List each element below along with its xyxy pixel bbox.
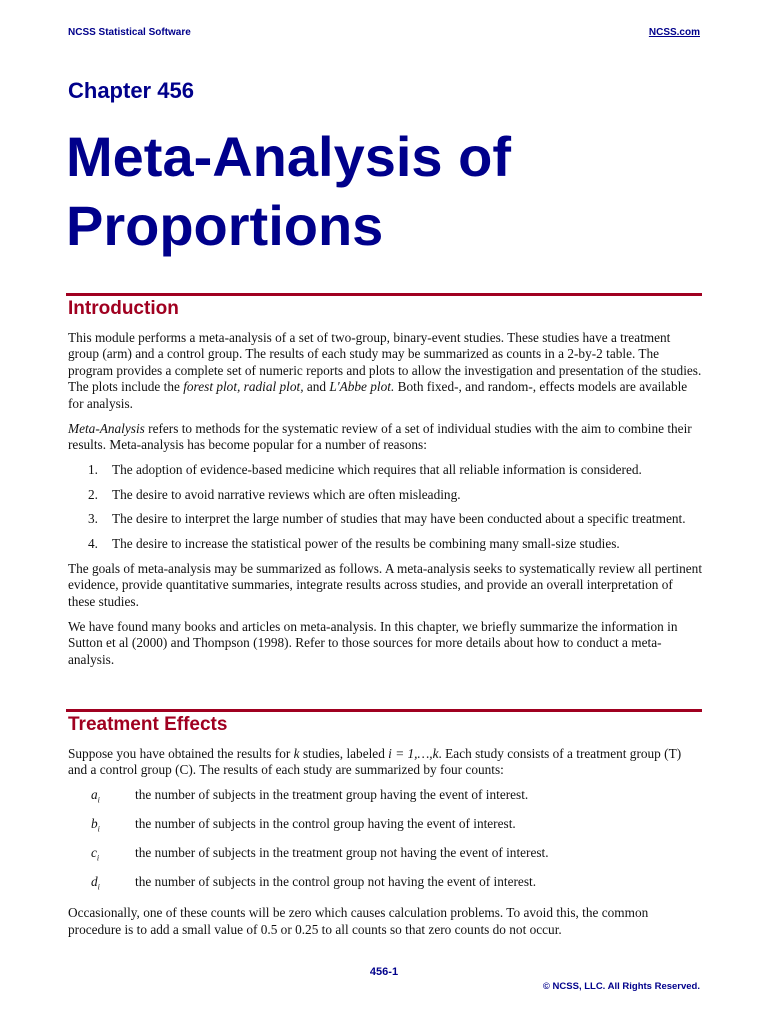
count-definition-c: $c_i$ the number of subjects in the treatment group not having the event of interest. [91,845,549,863]
title-line-1: Meta-Analysis of [66,125,511,188]
title-line-2: Proportions [66,194,384,257]
treatment-paragraph-1: Suppose you have obtained the results for k studies, labeled i = 1,…,k. Each study consists of a treatment group (T) and a control group (C). The results of each study are summarized by four counts: [68,746,682,778]
intro-paragraph-1: This module performs a meta-analysis of a set of two-group, binary-event studies. These studies have a treatment group (arm) and a control group. The results of each study may be summarized as counts in a 2-by-2 table. The program provides a complete set of numeric reports and plots to allow the investigation and presentation of the studies. The plots include the forest plot, radial plot, and L'Abbe plot. Both fixed-, and random-, effects models are available for analysis. [68,330,702,411]
treatment-paragraph-2: Occasionally, one of these counts will be zero which causes calculation problems. To avoid this, the common procedure is to add a small value of 0.5 or 0.25 to all counts so that zero counts do not occur. [68,905,649,937]
introduction-body [68,330,702,676]
count-definition-a: $a_i$ the number of subjects in the treatment group having the event of interest. [91,787,529,805]
labbe-plot-term: L'Abbe plot. [329,379,395,395]
section-rule-introduction [66,293,702,296]
header-site-link[interactable]: NCSS.com [648,27,700,38]
intro-paragraph-4: We have found many books and articles on meta-analysis. In this chapter, we briefly summarize the information in Sutton et al (2000) and Thompson (1998). Refer to those sources for more details about how to conduct a meta-analysis. [68,618,678,667]
list-item: 1. The adoption of evidence-based medicine which requires that all reliable information is considered. [88,461,642,477]
page-number: 456-1 [369,966,399,978]
copyright-notice: © NCSS, LLC. All Rights Reserved. [542,981,700,992]
header-product-name: NCSS Statistical Software [68,27,191,38]
section-rule-treatment-effects [66,709,702,712]
treatment-effects-body [68,746,702,947]
page-title [66,122,511,260]
count-definition-b: $b_i$ the number of subjects in the control group having the event of interest. [91,816,516,834]
count-definition-d: $d_i$ the number of subjects in the control group not having the event of interest. [91,874,537,892]
list-item: 4. The desire to increase the statistical power of the results be combining many small-size studies. [88,536,620,552]
reasons-list [68,462,702,553]
count-definitions [68,787,702,903]
list-item: 2. The desire to avoid narrative reviews which are often misleading. [88,486,461,502]
chapter-label: Chapter 456 [68,78,194,103]
section-heading-treatment-effects: Treatment Effects [68,714,228,735]
section-heading-introduction: Introduction [68,298,179,319]
intro-paragraph-3: The goals of meta-analysis may be summarized as follows. A meta-analysis seeks to systematically review all pertinent evidence, provide quantitative summaries, integrate results across studies, and provide an overall interpretation of these studies. [68,561,703,609]
meta-analysis-term: Meta-Analysis [68,420,145,436]
list-item: 3. The desire to interpret the large number of studies that may have been conducted about a specific treatment. [88,511,686,527]
intro-paragraph-2: Meta-Analysis refers to methods for the systematic review of a set of individual studies with the aim to combine their results. Meta-analysis has become popular for a number of reasons: [68,420,692,452]
forest-radial-plot-term: forest plot, radial plot, [183,379,304,395]
